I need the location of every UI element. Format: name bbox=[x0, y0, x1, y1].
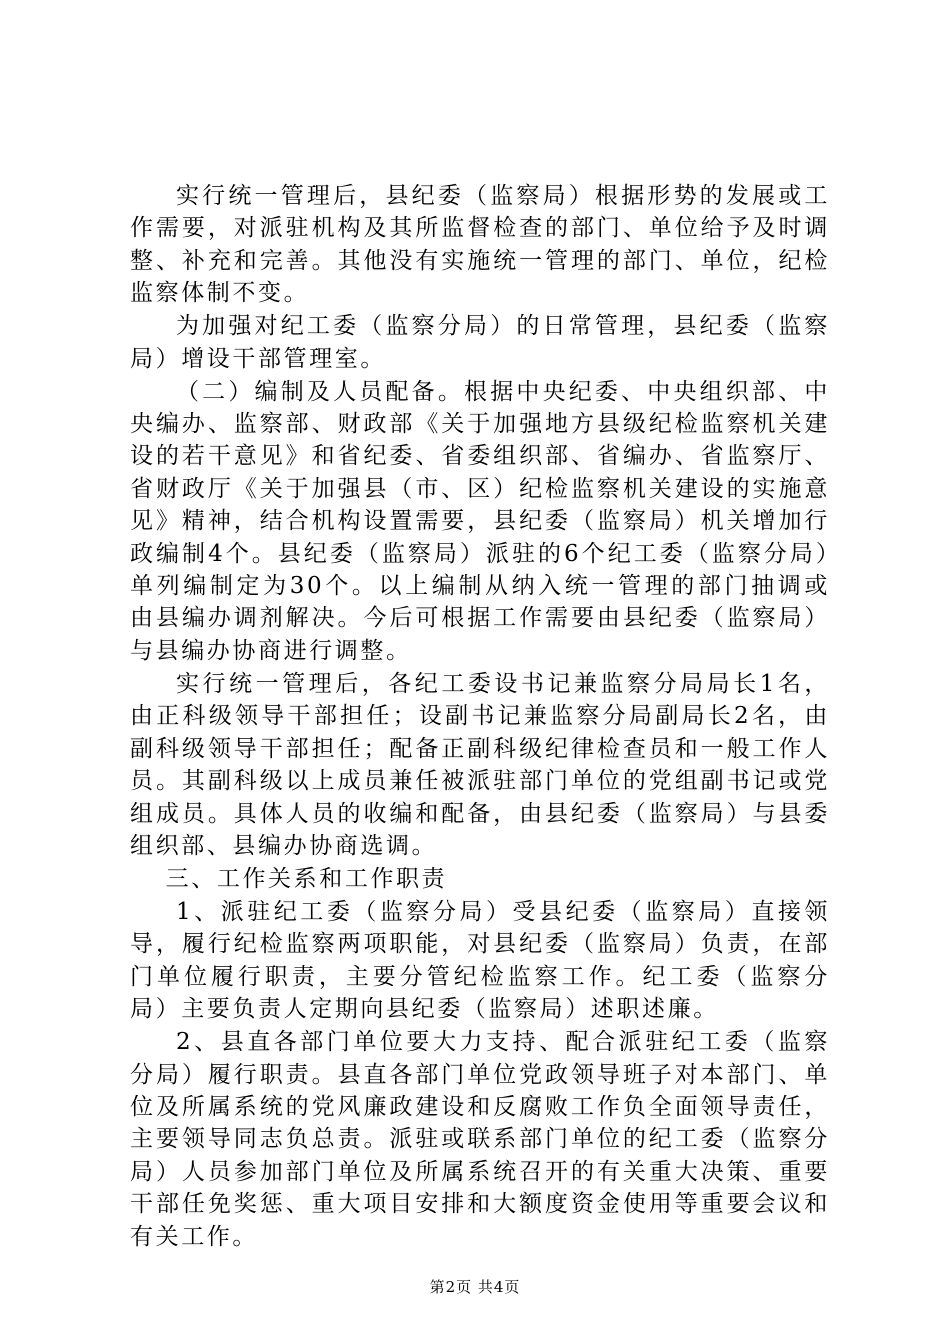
paragraph-staffing: （二）编制及人员配备。根据中央纪委、中央组织部、中央编办、监察部、财政部《关于加强地方县级纪检监察机关建设的若干意见》和省纪委、省委组织部、省编办、省监察厅、省财政厅《关于加强县（市、区）纪检监察机关建设的实施意见》精神，结合机构设置需要，县纪委（监察局）机关增加行政编制4个。县纪委（监察局）派驻的6个纪工委（监察分局）单列编制定为30个。以上编制从纳入统一管理的部门抽调或由县编办调剂解决。今后可根据工作需要由县纪委（监察局）与县编办协商进行调整。 bbox=[130, 378, 830, 664]
section-heading-work-relations: 三、工作关系和工作职责 bbox=[165, 865, 448, 892]
paragraph-department-support: 2、县直各部门单位要大力支持、配合派驻纪工委（监察分局）履行职责。县直各部门单位党政领导班子对本部门、单位及所属系统的党风廉政建设和反腐败工作负全面领导责任，主要领导同志负总责。派驻或联系部门单位的纪工委（监察分局）人员参加部门单位及所属系统召开的有关重大决策、重要干部任免奖惩、重大项目安排和大额度资金使用等重要会议和有关工作。 bbox=[130, 1029, 830, 1250]
document-body bbox=[130, 180, 830, 1254]
paragraph-cadre-management-office: 为加强对纪工委（监察分局）的日常管理，县纪委（监察局）增设干部管理室。 bbox=[130, 313, 830, 372]
paragraph-personnel-allocation: 实行统一管理后，各纪工委设书记兼监察分局局长1名，由正科级领导干部担任；设副书记兼监察分局副局长2名，由副科级领导干部担任；配备正副科级纪律检查员和一般工作人员。其副科级以上成员兼任被派驻部门单位的党组副书记或党组成员。具体人员的收编和配备，由县纪委（监察局）与县委组织部、县编办协商选调。 bbox=[130, 670, 830, 859]
page-number-footer: 第2页 共4页 bbox=[429, 1278, 521, 1296]
paragraph-leadership-relation: 1、派驻纪工委（监察分局）受县纪委（监察局）直接领导，履行纪检监察两项职能，对县纪委（监察局）负责，在部门单位履行职责，主要分管纪检监察工作。纪工委（监察分局）主要负责人定期向县纪委（监察局）述职述廉。 bbox=[130, 898, 830, 1023]
paragraph-management-adjustment: 实行统一管理后，县纪委（监察局）根据形势的发展或工作需要，对派驻机构及其所监督检查的部门、单位给予及时调整、补充和完善。其他没有实施统一管理的部门、单位，纪检监察体制不变。 bbox=[130, 183, 830, 307]
